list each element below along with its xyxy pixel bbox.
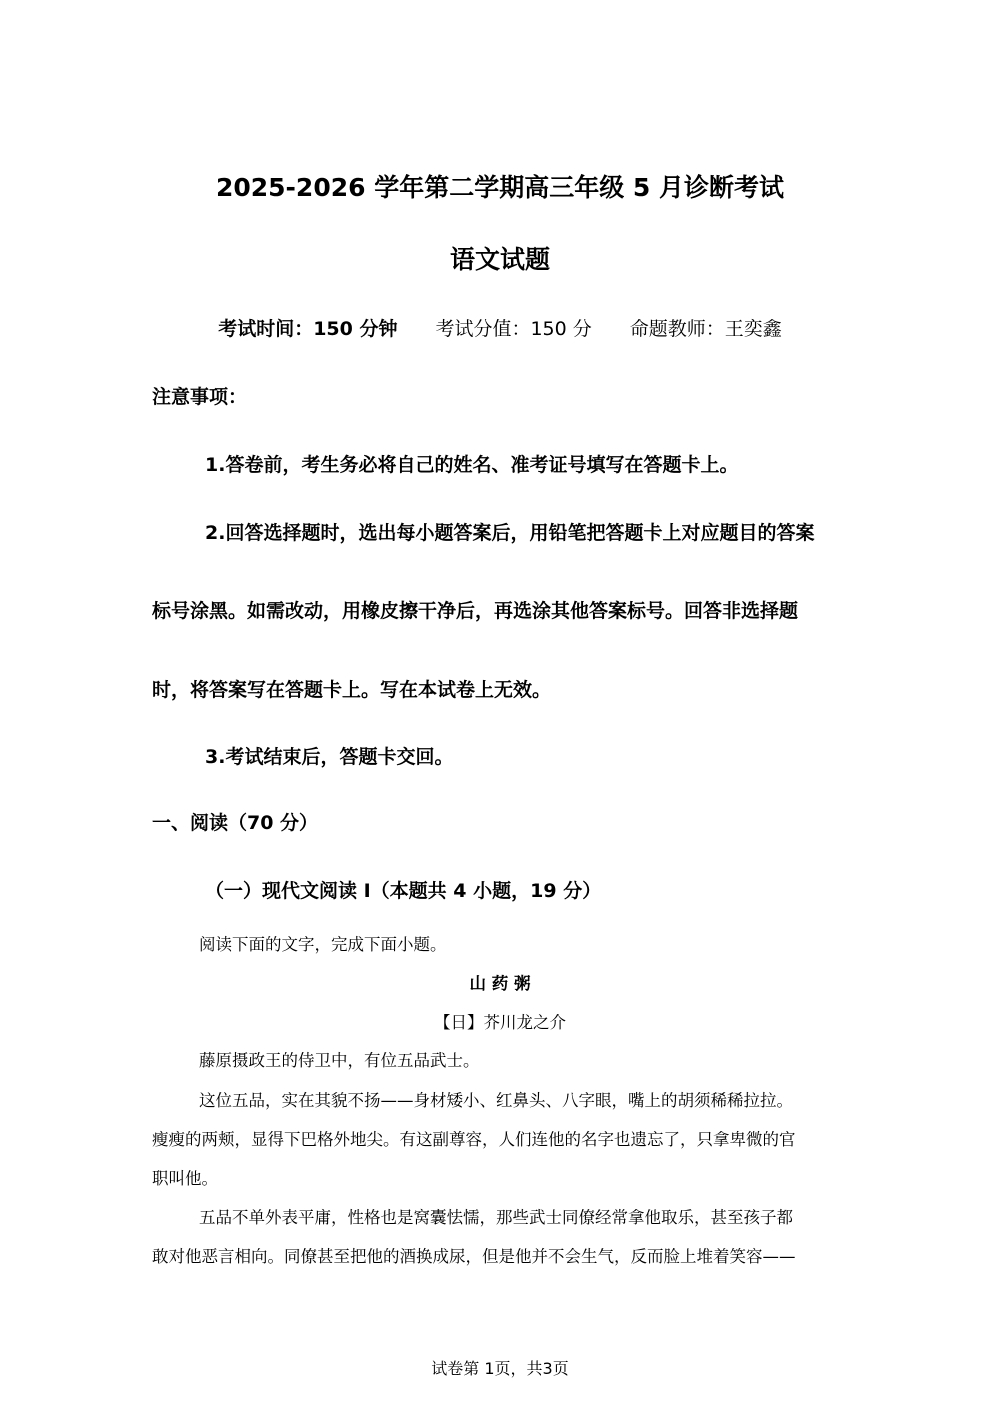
passage-line: 职叫他。 [152,1169,218,1188]
passage-author: 【日】芥川龙之介 [434,1013,566,1032]
passage-line: 藤原摄政王的侍卫中，有位五品武士。 [199,1051,480,1070]
passage-title: 山 药 粥 [469,974,531,993]
exam-time: 考试时间：150 分钟 [218,318,398,340]
page-footer: 试卷第 1页，共3页 [431,1359,569,1378]
passage-line: 敢对他恶言相向。同僚甚至把他的酒换成尿，但是他并不会生气，反而脸上堆着笑容—— [152,1247,796,1266]
notice-heading: 注意事项： [152,386,248,408]
exam-subject: 语文试题 [449,245,550,274]
notice-item-2-end: 时，将答案写在答题卡上。写在本试卷上无效。 [152,679,552,701]
notice-item-1: 1.答卷前，考生务必将自己的姓名、准考证号填写在答题卡上。 [205,454,739,476]
passage-line: 这位五品，实在其貌不扬——身材矮小、红鼻头、八字眼，嘴上的胡须稀稀拉拉。 [199,1091,793,1110]
exam-meta [0,314,1000,341]
reading-instruction: 阅读下面的文字，完成下面小题。 [199,935,447,954]
exam-teacher: 命题教师：王奕鑫 [629,318,782,340]
section-heading: 一、阅读（70 分） [152,812,319,834]
exam-title: 2025-2026 学年第二学期高三年级 5 月诊断考试 [215,173,785,202]
exam-score: 考试分值：150 分 [435,318,592,340]
passage-line: 瘦瘦的两颊，显得下巴格外地尖。有这副尊容，人们连他的名字也遗忘了，只拿卑微的官 [152,1130,796,1149]
subsection-heading: （一）现代文阅读 I（本题共 4 小题，19 分） [205,880,602,902]
passage-line: 五品不单外表平庸，性格也是窝囊怯懦，那些武士同僚经常拿他取乐，甚至孩子都 [199,1208,793,1227]
notice-item-2: 2.回答选择题时，选出每小题答案后，用铅笔把答题卡上对应题目的答案 [205,522,815,544]
notice-item-2-cont: 标号涂黑。如需改动，用橡皮擦干净后，再选涂其他答案标号。回答非选择题 [152,600,799,622]
notice-item-3: 3.考试结束后，答题卡交回。 [205,746,454,768]
